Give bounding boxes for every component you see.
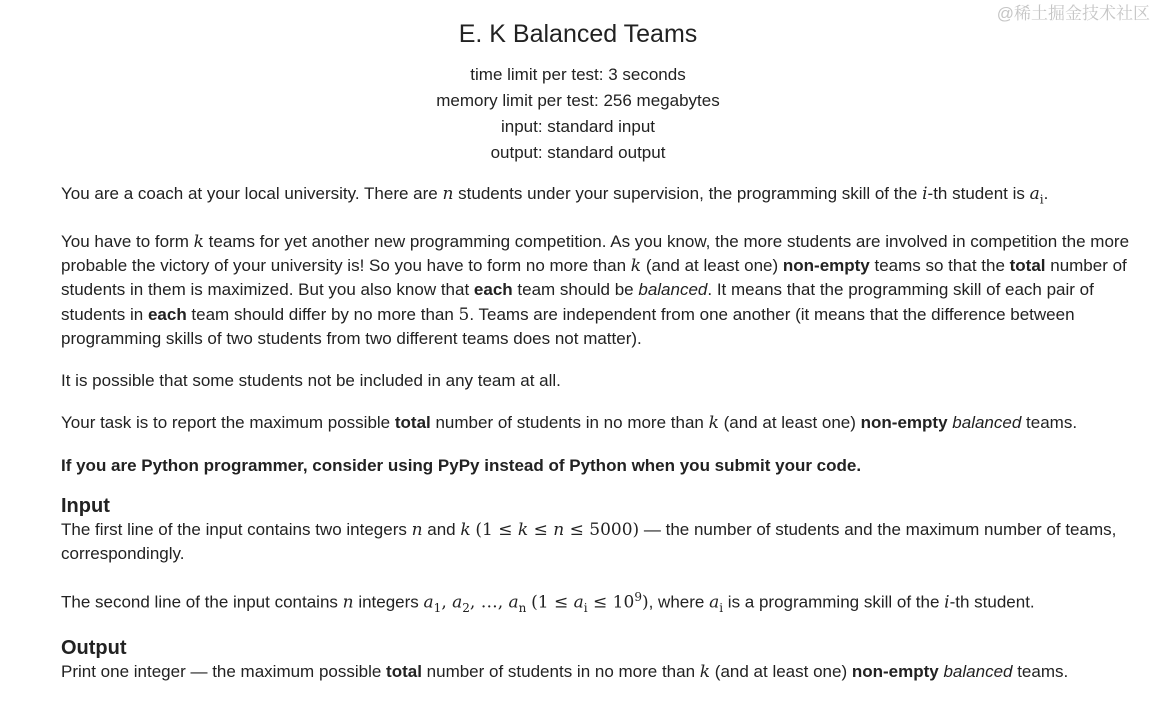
watermark: @稀土掘金技术社区	[996, 4, 1150, 23]
statement-paragraph	[61, 230, 1136, 351]
text-segment: The first line of the input contains two integers	[61, 520, 412, 540]
math-segment: i	[1039, 192, 1044, 207]
text-segment: . Teams are independent from one another (it means that the difference between programming skills of two students from two different teams does not matter).	[61, 304, 1075, 348]
math-segment: 2	[462, 600, 470, 615]
text-segment: , where	[648, 592, 710, 612]
text-segment: non-empty	[860, 413, 948, 433]
math-segment: , …,	[469, 592, 509, 613]
math-segment: ≤ 10	[587, 592, 635, 613]
problem-statement	[61, 182, 1136, 702]
text-segment: You are a coach at your local university. There are	[61, 184, 443, 203]
text-segment: non-empty	[782, 255, 870, 275]
text-segment: (and at least one)	[641, 255, 783, 275]
math-segment: ≤	[528, 520, 554, 541]
text-segment: non-empty	[851, 662, 939, 681]
text-segment: The second line of the input contains	[61, 592, 343, 612]
math-segment: k	[630, 255, 642, 276]
input-paragraph	[61, 518, 1136, 567]
text-segment: You have to form	[61, 231, 194, 251]
text-segment: (and at least one)	[718, 413, 861, 433]
math-segment: n	[411, 520, 423, 541]
math-segment: i	[719, 600, 724, 615]
math-segment: n	[342, 592, 354, 613]
text-segment: teams so that the	[869, 255, 1010, 275]
input-file: input: standard input	[500, 117, 656, 136]
math-segment: n	[553, 520, 565, 541]
input-heading: Input	[61, 495, 110, 518]
time-limit: time limit per test: 3 seconds	[470, 65, 686, 84]
text-segment: Print one integer — the maximum possible	[61, 662, 387, 681]
text-segment: — the number of students and the maximum number of teams, correspondingly.	[61, 520, 1117, 564]
output-paragraph	[61, 660, 1136, 684]
math-segment: k	[708, 413, 719, 434]
text-segment: -th student.	[949, 592, 1035, 612]
math-segment: k	[517, 520, 529, 541]
text-segment: each	[147, 304, 187, 324]
text-segment: .	[1043, 184, 1049, 203]
text-segment: students under your supervision, the programming skill of the	[453, 184, 923, 203]
problem-limits	[0, 62, 1156, 166]
text-segment: Your task is to report the maximum possible	[61, 413, 395, 433]
math-segment: k	[460, 520, 471, 541]
text-segment: is a programming skill of the	[723, 592, 945, 612]
text-segment: integers	[353, 592, 424, 612]
math-segment: a	[573, 592, 584, 613]
math-segment: a	[1029, 184, 1040, 204]
statement-paragraph	[61, 182, 1136, 212]
math-segment: ,	[441, 592, 453, 613]
math-segment: n	[518, 600, 527, 615]
math-segment: 9	[634, 589, 642, 604]
output-file: output: standard output	[490, 143, 666, 162]
math-segment: ≤ 5000)	[564, 520, 640, 541]
text-segment: team should differ by no more than	[186, 304, 459, 324]
math-segment: (1 ≤	[531, 592, 574, 613]
text-segment: teams for yet another new programming competition. As you know, the more students are involved in competition the more probable the victory of your university is! So you have to form no more than	[61, 231, 1130, 275]
math-segment: i	[944, 592, 950, 613]
text-segment: balanced	[638, 280, 708, 300]
math-segment: a	[423, 592, 434, 613]
math-segment: i	[922, 184, 928, 204]
statement-paragraph	[61, 369, 1136, 393]
math-segment: i	[583, 600, 588, 615]
math-segment: a	[709, 592, 720, 613]
input-paragraph	[61, 585, 1136, 620]
text-segment: -th student is	[927, 184, 1030, 203]
math-segment: (1 ≤	[475, 520, 518, 541]
text-segment: number of students in no more than	[430, 413, 709, 433]
text-segment: number of students in them is maximized. But you also know that	[61, 255, 1127, 300]
math-segment: k	[699, 662, 711, 682]
text-segment: . It means that the programming skill of each pair of students in	[61, 280, 1094, 324]
text-segment: teams.	[1021, 413, 1078, 433]
math-segment: 1	[433, 600, 442, 615]
text-segment: teams.	[1012, 662, 1069, 681]
problem-title: E. K Balanced Teams	[458, 20, 698, 48]
math-segment: n	[442, 184, 454, 204]
text-segment: each	[473, 280, 513, 300]
text-segment: balanced	[952, 413, 1022, 433]
text-segment: (and at least one)	[710, 662, 852, 681]
text-segment: It is possible that some students not be included in any team at all.	[61, 371, 561, 391]
python-note	[61, 454, 1136, 478]
text-segment: If you are Python programmer, consider using PyPy instead of Python when you submit your code.	[61, 455, 862, 475]
math-segment: k	[193, 231, 204, 252]
statement-paragraph	[61, 411, 1136, 435]
math-segment: a	[452, 592, 463, 613]
memory-limit: memory limit per test: 256 megabytes	[436, 91, 720, 110]
math-segment: )	[641, 592, 649, 613]
text-segment: balanced	[943, 662, 1013, 681]
output-heading: Output	[61, 637, 127, 659]
text-segment: total	[386, 662, 422, 681]
text-segment: team should be	[512, 280, 639, 300]
math-segment: 5	[458, 304, 470, 325]
text-segment: total	[394, 413, 431, 433]
text-segment: total	[1009, 255, 1046, 275]
text-segment: and	[422, 520, 461, 540]
text-segment: number of students in no more than	[421, 662, 700, 681]
math-segment: a	[508, 592, 519, 613]
